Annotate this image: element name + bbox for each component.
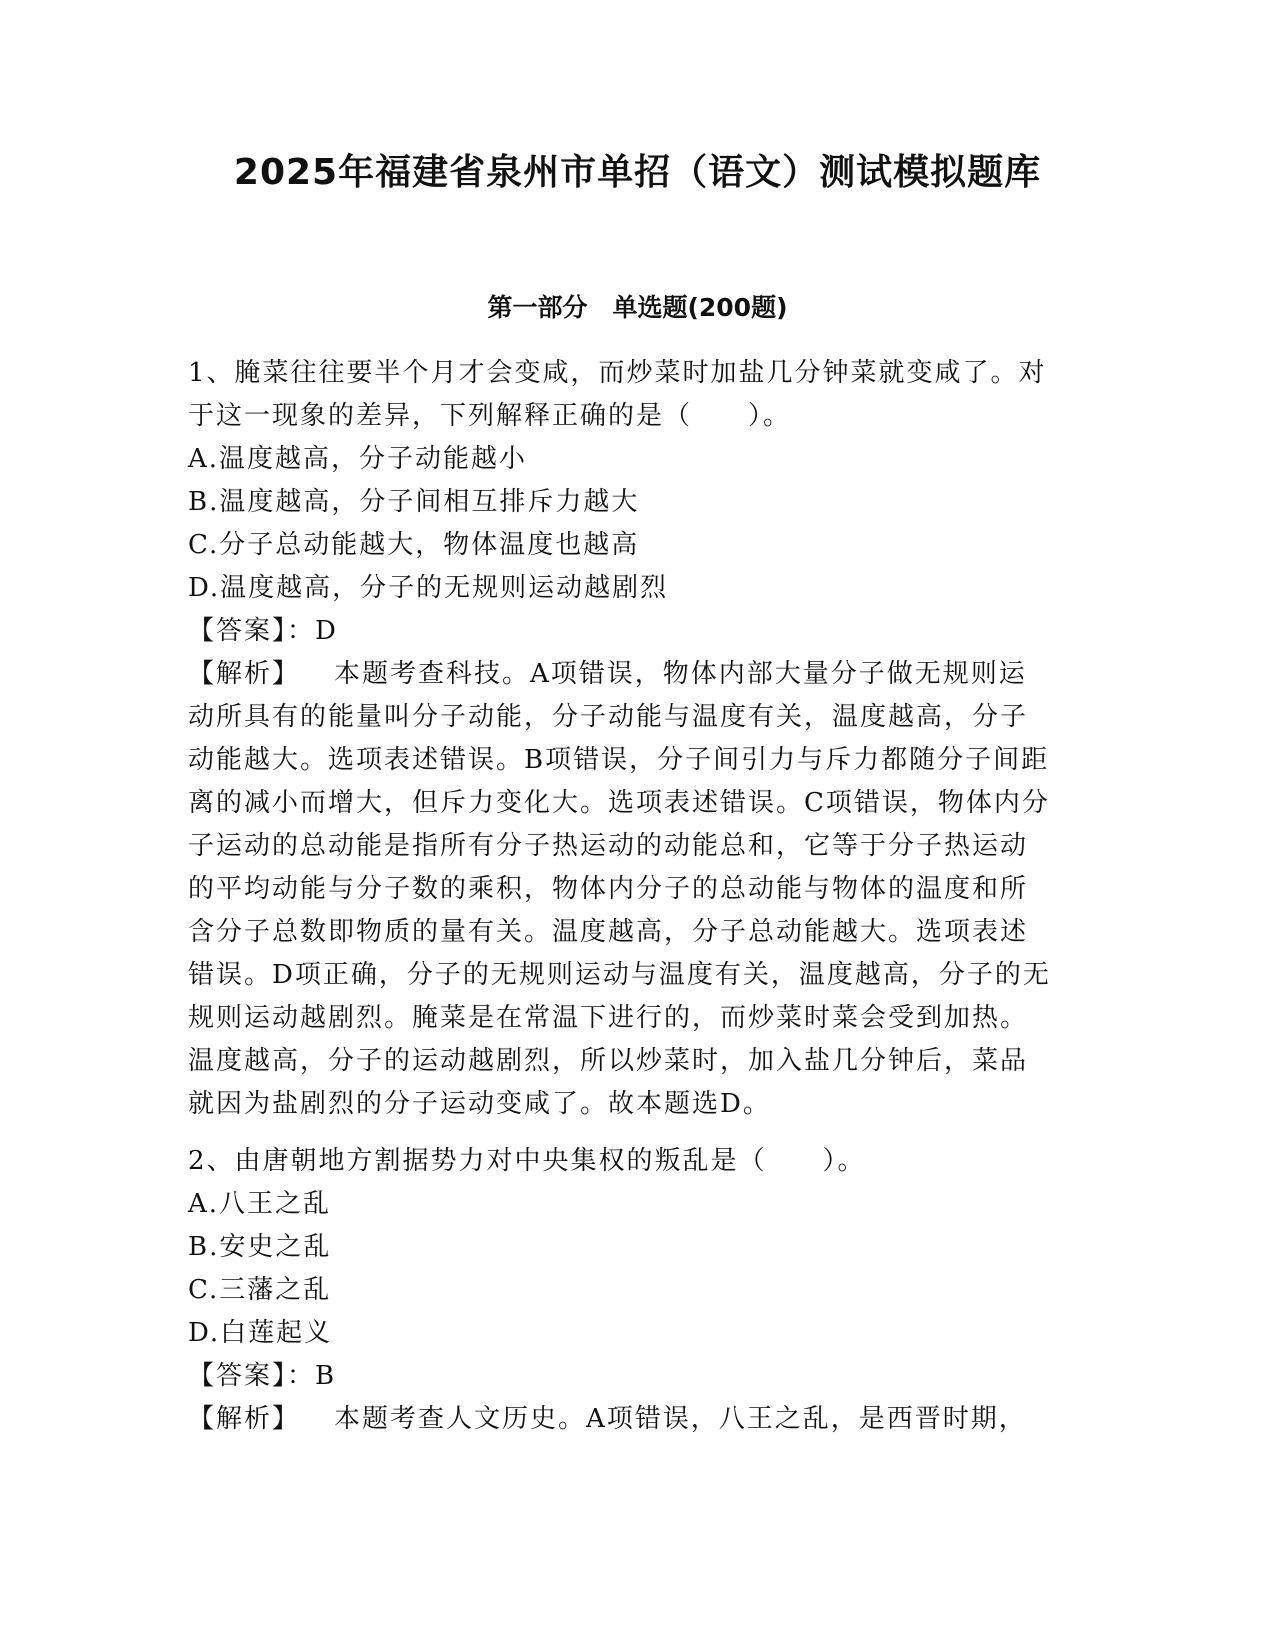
document-title: 2025年福建省泉州市单招（语文）测试模拟题库	[233, 152, 1042, 193]
option-d: D.白莲起义	[188, 1318, 333, 1348]
analysis-line: 含分子总数即物质的量有关。温度越高，分子总动能越大。选项表述	[188, 917, 1029, 947]
option-d: D.温度越高，分子的无规则运动越剧烈	[188, 573, 669, 603]
question-stem-line: 于这一现象的差异，下列解释正确的是（ ）。	[188, 401, 792, 431]
question-stem-line: 2、由唐朝地方割据势力对中央集权的叛乱是（ ）。	[188, 1146, 866, 1176]
analysis-line: 动能越大。选项表述错误。B项错误，分子间引力与斥力都随分子间距	[188, 745, 1050, 775]
option-c: C.三藩之乱	[188, 1275, 332, 1305]
analysis-text: 本题考查科技。A项错误，物体内部大量分子做无规则运	[334, 659, 1027, 689]
question-2	[188, 1140, 1088, 1441]
analysis-line: 的平均动能与分子数的乘积，物体内分子的总动能与物体的温度和所	[188, 874, 1029, 904]
analysis-line	[188, 1398, 1088, 1441]
analysis-line	[188, 653, 1088, 696]
answer-value: D	[315, 616, 338, 646]
question-1	[188, 352, 1088, 1126]
option-b: B.安史之乱	[188, 1232, 332, 1262]
analysis-line: 就因为盐剧烈的分子运动变咸了。故本题选D。	[188, 1089, 771, 1119]
analysis-text: 本题考查人文历史。A项错误，八王之乱，是西晋时期，	[334, 1404, 1027, 1434]
analysis-line: 子运动的总动能是指所有分子热运动的动能总和，它等于分子热运动	[188, 831, 1029, 861]
analysis-line: 错误。D项正确，分子的无规则运动与温度有关，温度越高，分子的无	[188, 960, 1051, 990]
analysis-line: 离的减小而增大，但斥力变化大。选项表述错误。C项错误，物体内分	[188, 788, 1050, 818]
answer-value: B	[315, 1361, 337, 1391]
answer-line	[188, 1355, 1088, 1398]
option-b: B.温度越高，分子间相互排斥力越大	[188, 487, 640, 517]
answer-label: 【答案】：	[188, 616, 316, 646]
question-list	[188, 352, 1088, 1441]
answer-line	[188, 610, 1088, 653]
analysis-line: 规则运动越剧烈。腌菜是在常温下进行的，而炒菜时菜会受到加热。	[188, 1003, 1029, 1033]
option-c: C.分子总动能越大，物体温度也越高	[188, 530, 640, 560]
analysis-label: 【解析】	[188, 1404, 301, 1434]
option-a: A.八王之乱	[188, 1189, 332, 1219]
analysis-line: 温度越高，分子的运动越剧烈，所以炒菜时，加入盐几分钟后，菜品	[188, 1046, 1029, 1076]
section-heading: 第一部分 单选题(200题)	[487, 293, 788, 322]
analysis-line: 动所具有的能量叫分子动能，分子动能与温度有关，温度越高，分子	[188, 702, 1029, 732]
answer-label: 【答案】：	[188, 1361, 316, 1391]
analysis-label: 【解析】	[188, 659, 301, 689]
question-stem-line: 1、腌菜往往要半个月才会变咸，而炒菜时加盐几分钟菜就变咸了。对	[188, 358, 1047, 388]
option-a: A.温度越高，分子动能越小	[188, 444, 528, 474]
